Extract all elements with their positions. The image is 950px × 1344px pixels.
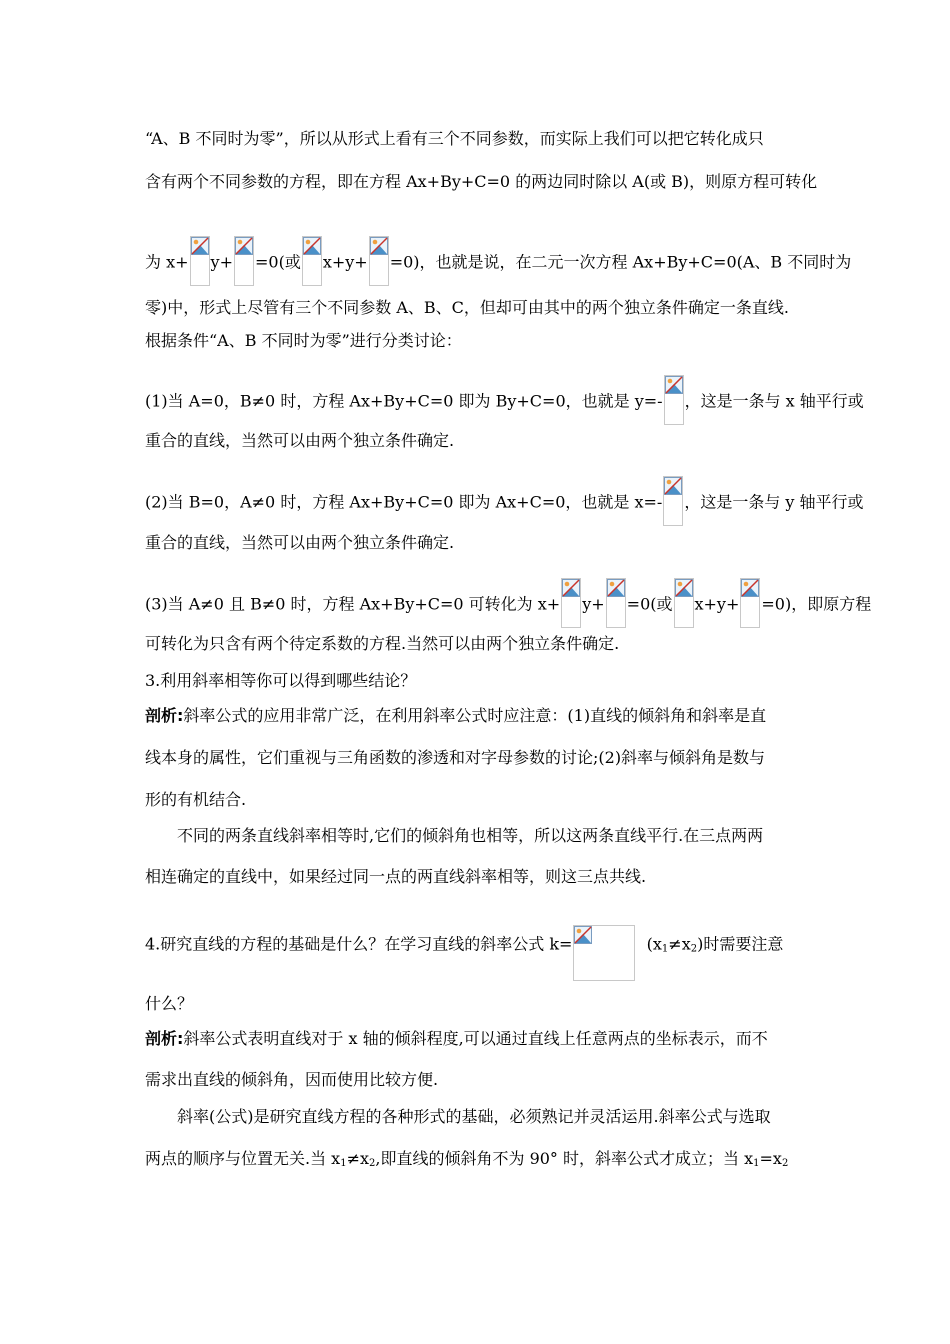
text: (x: [646, 934, 662, 954]
text-line: [145, 238, 851, 288]
text: x+y+: [322, 252, 368, 272]
text-line: 需求出直线的倾斜角，因而使用比较方便.: [145, 1070, 439, 1089]
question-4: [145, 917, 783, 973]
text: y+: [210, 252, 233, 272]
text-line: 根据条件“A、B 不同时为零”进行分类讨论：: [145, 331, 462, 350]
text: ,即直线的倾斜角不为 90° 时，斜率公式才成立；当 x: [375, 1149, 754, 1168]
subscript: 2: [369, 1158, 376, 1169]
text: =0)，也就是说，在二元一次方程 Ax+By+C=0(A、B 不同时为: [389, 252, 852, 272]
text-line: [145, 1029, 768, 1049]
text: 为 x+: [145, 252, 189, 272]
text: ，这是一条与 x 轴平行或: [684, 391, 864, 411]
text-line: 含有两个不同参数的方程，即在方程 Ax+By+C=0 的两边同时除以 A(或 B)，则原方程可转化: [145, 172, 818, 191]
broken-image-icon: [234, 236, 254, 286]
text-line: 斜率(公式)是研究直线方程的各种形式的基础，必须熟记并灵活运用.斜率公式与选取: [177, 1107, 771, 1126]
text: =0(或: [626, 594, 673, 614]
text: 两点的顺序与位置无关.当 x: [145, 1149, 341, 1168]
broken-image-icon: [740, 578, 760, 628]
text: =0)，即原方程: [761, 594, 872, 614]
text-line: 重合的直线，当然可以由两个独立条件确定.: [145, 431, 455, 450]
subscript: 1: [753, 1158, 760, 1169]
text: 斜率公式的应用非常广泛，在利用斜率公式时应注意：(1)直线的倾斜角和斜率是直: [183, 706, 767, 725]
text: 4.研究直线的方程的基础是什么？在学习直线的斜率公式 k=: [145, 934, 573, 954]
text: =x: [759, 1149, 782, 1168]
broken-image-icon: [674, 578, 694, 628]
text: y+: [582, 594, 605, 614]
analysis-label: 剖析:: [145, 706, 184, 725]
text-line: 什么？: [145, 994, 194, 1013]
text-line: 重合的直线，当然可以由两个独立条件确定.: [145, 533, 455, 552]
text-line: [145, 706, 766, 726]
text-line: [145, 580, 871, 630]
broken-image-icon: [663, 476, 683, 526]
text: (2)当 B=0，A≠0 时，方程 Ax+By+C=0 即为 Ax+C=0，也就是 x=-: [145, 492, 663, 512]
broken-image-icon: [190, 236, 210, 286]
text: ，这是一条与 y 轴平行或: [684, 492, 864, 512]
text: =0(或: [254, 252, 301, 272]
subscript: 1: [661, 943, 669, 955]
text: 斜率公式表明直线对于 x 轴的倾斜程度,可以通过直线上任意两点的坐标表示，而不: [183, 1029, 768, 1048]
text-line: 形的有机结合.: [145, 790, 247, 809]
subscript: 1: [340, 1158, 347, 1169]
analysis-label: 剖析:: [145, 1029, 184, 1048]
text: (1)当 A=0，B≠0 时，方程 Ax+By+C=0 即为 By+C=0，也就是 y=-: [145, 391, 663, 411]
subscript: 2: [690, 943, 698, 955]
text: x+y+: [694, 594, 740, 614]
subscript: 2: [781, 1158, 789, 1169]
text-line: [145, 377, 864, 427]
broken-image-icon: [606, 578, 626, 628]
text-line: [145, 1149, 788, 1174]
text: ≠x: [668, 934, 691, 954]
text-line: 可转化为只含有两个待定系数的方程.当然可以由两个独立条件确定.: [145, 634, 620, 653]
text-line: “A、B 不同时为零”，所以从形式上看有三个不同参数，而实际上我们可以把它转化成只: [145, 129, 764, 148]
broken-image-icon: [664, 375, 684, 425]
text: (3)当 A≠0 且 B≠0 时，方程 Ax+By+C=0 可转化为 x+: [145, 594, 561, 614]
broken-image-icon: [369, 236, 389, 286]
text-line: [145, 478, 864, 528]
text-line: 线本身的属性，它们重视与三角函数的渗透和对字母参数的讨论;(2)斜率与倾斜角是数与: [145, 748, 766, 767]
text-line: 不同的两条直线斜率相等时,它们的倾斜角也相等，所以这两条直线平行.在三点两两: [177, 826, 764, 845]
broken-image-icon: [561, 578, 581, 628]
broken-image-icon: [302, 236, 322, 286]
question-3: 3.利用斜率相等你可以得到哪些结论？: [145, 671, 417, 690]
text-line: 相连确定的直线中，如果经过同一点的两直线斜率相等，则这三点共线.: [145, 867, 647, 886]
text-line: 零)中，形式上尽管有三个不同参数 A、B、C，但却可由其中的两个独立条件确定一条直线.: [145, 298, 789, 317]
text: ≠x: [346, 1149, 370, 1168]
text: )时需要注意: [697, 934, 784, 954]
broken-image-icon: [573, 925, 635, 981]
